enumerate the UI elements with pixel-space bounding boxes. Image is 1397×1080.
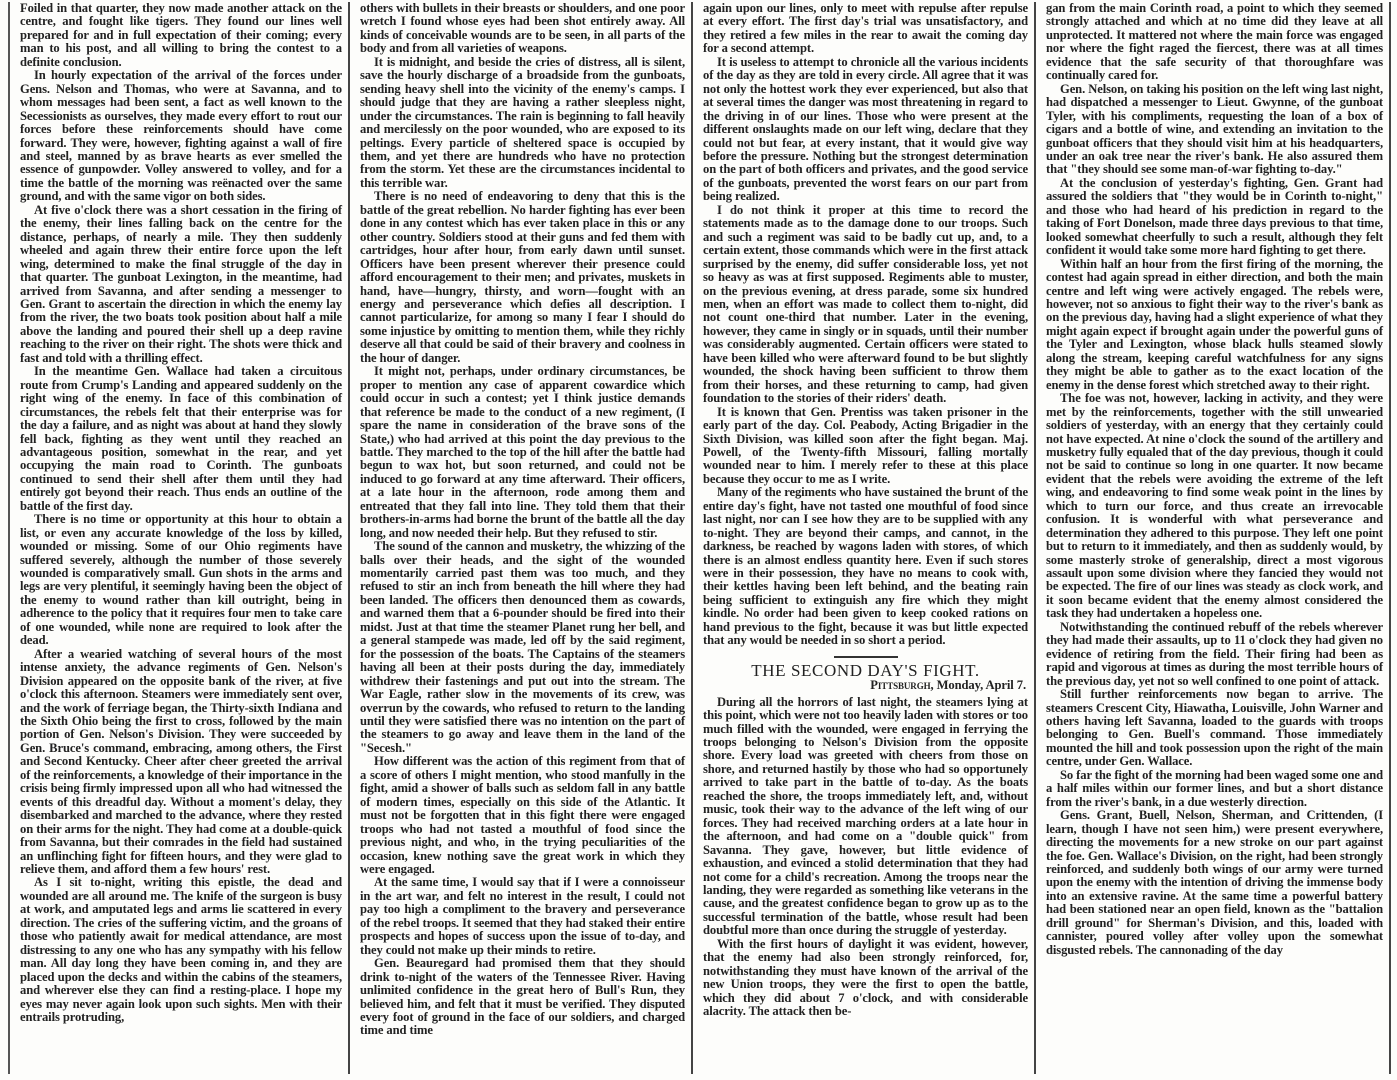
paragraph: There is no need of endeavoring to deny that this is the battle of the great rebellion. No harder fighting has ever been done in any contest which has ever taken place in this or any other country. Soldiers stood at their guns and fed them with cartridges, hour after hour, from early dawn until sunset. Officers have been present wherever their presence could afford encouragement to their men; and privates, muskets in hand, have—hungry, thirsty, and worn—fought with an energy and perseverance which defies all description. I cannot particularize, for among so many I fear I should do some injustice by omitting to mention them, while they richly deserve all that could be said of their bravery and coolness in the hour of danger.: [360, 189, 685, 365]
paragraph: So far the fight of the morning had been waged some one and a half miles within our former lines, and but a short distance from the river's bank, in a due westerly direction.: [1046, 767, 1383, 809]
dateline: [703, 679, 1028, 692]
paragraph: It is known that Gen. Prentiss was taken prisoner in the early part of the day. Col. Peabody, Acting Brigadier in the Sixth Division, was killed soon after the fight began. Maj. Powell, of the Twenty-fifth Missouri, falling mortally wounded near to him. I merely refer to these at this place because they occur to me as I write.: [703, 404, 1028, 486]
paragraph: Many of the regiments who have sustained the brunt of the entire day's fight, have not tasted one mouthful of food since last night, nor can I see how they are to be supplied with any to-night. They are beyond their camps, and cannot, in the darkness, be reached by wagons laden with stores, of which there is an almost endless quantity here. Even if such stores were in their possession, they have no means to cook with, their kettles having been left behind, and the beating rain being sufficient to extinguish any fire which they might kindle. No order had been given to keep cooked rations on hand previous to the fight, because it was but little expected that any would be needed in so short a period.: [703, 485, 1028, 648]
dateline-place: Pittsburgh,: [870, 678, 934, 693]
column-4: [1034, 2, 1391, 1074]
paragraph: In hourly expectation of the arrival of the forces under Gens. Nelson and Thomas, who were at Savanna, and to whom messages had been sent, a fact as well known to the Secessionists as ourselves, they made every effort to rout our forces before these reinforcements should have come forward. They were, however, fighting against a wall of fire and steel, manned by as brave hearts as ever smelled the essence of gunpowder. Volley answered to volley, and for a time the battle of the morning was reënacted over the same ground, and with the same vigor on both sides.: [20, 68, 342, 204]
section-divider: [834, 656, 898, 658]
column-3: [691, 2, 1034, 1074]
paragraph: How different was the action of this regiment from that of a score of others I might mention, who stood manfully in the fight, amid a shower of balls such as seldom fall in any battle of modern times, especially on this side of the Atlantic. It must not be forgotten that in this fight there were engaged troops who had not tasted a mouthful of food since the previous night, and who, in the trying peculiarities of the occasion, knew nothing save the great work in which they were engaged.: [360, 754, 685, 876]
paragraph: Within half an hour from the first firing of the morning, the contest had again spread in either direction, and both the main centre and left wing were actively engaged. The rebels were, however, not so anxious to fight their way to the river's bank as on the previous day, having had a slight experience of what they might again expect if brought again under the powerful guns of the Tyler and Lexington, whose black hulls steamed slowly along the stream, keeping careful watchfulness for any signs they might be able to gather as to the exact location of the enemy in the dense forest which stretched away to their right.: [1046, 256, 1383, 392]
paragraph: The foe was not, however, lacking in activity, and they were met by the reinforcements, together with the still unwearied soldiers of yesterday, with an energy that they certainly could not have expected. At nine o'clock the sound of the artillery and musketry fully equaled that of the day previous, though it could not be said to continue so long in one quarter. It now became evident that the rebels were avoiding the extreme of the left wing, and endeavoring to find some weak point in the lines by which to turn our force, and thus create an irrevocable confusion. It is wonderful with what perseverance and determination they adhered to this purpose. They left one point but to return to it immediately, and then as suddenly would, by some masterly stroke of generalship, direct a most vigorous assault upon some division where they fancied they would not be expected. The fire of our lines was steady as clock work, and it soon became evident that the enemy almost considered the task they had undertaken a hopeless one.: [1046, 391, 1383, 621]
dateline-date: Monday, April 7.: [936, 678, 1026, 693]
paragraph: Foiled in that quarter, they now made another attack on the centre, and fought like tigers. They found our lines well prepared for and in full expectation of their coming; every man to his post, and all willing to bring the contest to a definite conclusion.: [20, 2, 342, 69]
column-2: [348, 2, 691, 1074]
paragraph: It might not, perhaps, under ordinary circumstances, be proper to mention any case of apparent cowardice which could occur in such a contest; yet I think justice demands that reference be made to the conduct of a new regiment, (I spare the name in consideration of the brave sons of the State,) who had arrived at this point the day previous to the battle. They marched to the top of the hill after the battle had begun to wax hot, but soon returned, and could not be induced to go forward at any time afterward. Their officers, at a late hour in the afternoon, rode among them and entreated that they fall into line. They told them that their brothers-in-arms had borne the brunt of the battle all the day long, and now needed their help. But they refused to stir.: [360, 364, 685, 540]
paragraph: In the meantime Gen. Wallace had taken a circuitous route from Crump's Landing and appeared suddenly on the right wing of the enemy. In face of this combination of circumstances, the rebels felt that their enterprise was for the day a failure, and as night was about at hand they slowly fell back, fighting as they went until they reached an advantageous position, somewhat in the rear, and yet occupying the main road to Corinth. The gunboats continued to send their shell after them until they had entirely got beyond their reach. Thus ends an outline of the battle of the first day.: [20, 364, 342, 513]
paragraph: As I sit to-night, writing this epistle, the dead and wounded are all around me. The knife of the surgeon is busy at work, and amputated legs and arms lie scattered in every direction. The cries of the suffering victim, and the groans of those who patiently await for medical attendance, are most distressing to any one who has any sympathy with his fellow man. All day long they have been coming in, and they are placed upon the decks and within the cabins of the steamers, and wherever else they can find a resting-place. I hope my eyes may never again look upon such sights. Men with their entrails protruding,: [20, 875, 342, 1024]
paragraph: Gen. Nelson, on taking his position on the left wing last night, had dispatched a messenger to Lieut. Gwynne, of the gunboat Tyler, with his compliments, requesting the loan of a box of cigars and a bottle of wine, and extending an invitation to the gunboat officers that they should visit him at his headquarters, under an oak tree near the river's bank. He also assured them that "they should see some man-of-war fighting to-day.": [1046, 81, 1383, 177]
column-1: [8, 2, 348, 1074]
paragraph: gan from the main Corinth road, a point to which they seemed strongly attached and which at no time did they leave at all unprotected. It mattered not where the main force was engaged nor where the fight raged the fiercest, there was at all times evidence that the safe security of that thoroughfare was continually cared for.: [1046, 2, 1383, 83]
section-headline: THE SECOND DAY'S FIGHT.: [751, 660, 980, 680]
paragraph: It is useless to attempt to chronicle all the various incidents of the day as they are told in every circle. All agree that it was not only the hottest work they ever experienced, but also that at several times the danger was most threatening in regard to the driving in of our lines. Those who were present at the different onslaughts made on our left wing, declare that they could not but fear, at every instant, that it would give way before the pressure. Nothing but the strongest determination on the part of both officers and privates, and the good service of the gunboats, prevented the worst fears on our part from being realized.: [703, 54, 1028, 204]
paragraph: Still further reinforcements now began to arrive. The steamers Crescent City, Hiawatha, Louisville, John Warner and others having left Savanna, loaded to the guards with troops belonging to Gen. Buell's command. Those immediately mounted the hill and took possession upon the right of the main centre, under Gen. Wallace.: [1046, 687, 1383, 769]
paragraph: During all the horrors of last night, the steamers lying at this point, which were not too heavily laden with stores or too much filled with the wounded, were engaged in ferrying the troops belonging to Nelson's Division from the opposite shore. Every load was greeted with cheers from those on shore, and returned hastily by those who had so opportunely arrived to take part in the battle of to-day. As the boats reached the shore, the troops immediately left, and, without music, took their way to the advance of the left wing of our forces. They had received marching orders at a late hour in the afternoon, and had come on a "double quick" from Savanna. They gave, however, but little evidence of exhaustion, and evinced a stolid determination that they had not come for a child's recreation. Among the troops near the landing, they were regarded as something like veterans in the cause, and the greatest confidence began to grow up as to the successful termination of the battle, whose result had been doubtful more than once during the struggle of yesterday.: [703, 694, 1028, 938]
paragraph: With the first hours of daylight it was evident, however, that the enemy had also been strongly reinforced, for, notwithstanding they must have known of the arrival of the new Union troops, they were the first to open the battle, which they did about 7 o'clock, and with considerable alacrity. The attack then be-: [703, 936, 1028, 1019]
paragraph: I do not think it proper at this time to record the statements made as to the damage done to our troops. Such and such a regiment was said to be badly cut up, and, to a certain extent, those commands which were in the first attack surprised by the enemy, did suffer considerable loss, yet not so heavy as was at first supposed. Regiments able to muster, on the previous evening, at dress parade, some six hundred men, when an effort was made to collect them to-night, did not count one-third that number. Later in the evening, however, they came in singly or in squads, until their number was considerably augmented. Certain officers were stated to have been killed who were afterward found to be but slightly wounded, the shock having been sufficient to throw them from their horses, and these returning to camp, had given foundation to the stories of their riders' death.: [703, 202, 1028, 406]
paragraph: Notwithstanding the continued rebuff of the rebels wherever they had made their assaults, up to 11 o'clock they had given no evidence of retiring from the field. Their firing had been as rapid and vigorous at times as during the most terrible hours of the previous day, yet not so well confined to one point of attack.: [1046, 619, 1383, 688]
paragraph: There is no time or opportunity at this hour to obtain a list, or even any accurate knowledge of the loss by killed, wounded or missing. Some of our Ohio regiments have suffered severely, although the number of those severely wounded is comparatively small. Gun shots in the arms and legs are very plentiful, it seemingly having been the object of the enemy to wound rather than kill outright, being in adherence to the policy that it requires four men to take care of one wounded, while none are required to look after the dead.: [20, 512, 342, 648]
paragraph: At the same time, I would say that if I were a connoisseur in the art war, and felt no interest in the result, I could not pay too high a compliment to the bravery and perseverance of the rebel troops. It seemed that they had staked their entire prospects and hopes of success upon the issue of to-day, and they could not make up their minds to retire.: [360, 875, 685, 957]
paragraph: The sound of the cannon and musketry, the whizzing of the balls over their heads, and the sight of the wounded momentarily carried past them was too much, and they refused to stir an inch from beneath the hill where they had been landed. The officers then denounced them as cowards, and warned them that a 6-pounder should be fired into their midst. Just at that time the steamer Planet rung her bell, and a general stampede was made, led off by the said regiment, for the possession of the boats. The Captains of the steamers having all been at their posts during the day, immediately withdrew their fastenings and put out into the stream. The War Eagle, rather slow in the movements of its crew, was overrun by the cowards, who refused to return to the landing until they were satisfied there was no intention on the part of the steamers to go away and leave them in the land of the "Secesh.": [360, 539, 685, 755]
paragraph: At the conclusion of yesterday's fighting, Gen. Grant had assured the soldiers that "they would be in Corinth to-night," and those who had heard of his prediction in regard to the taking of Fort Donelson, made three days previous to that time, looked somewhat cheerfully to such a result, although they felt confident it would take some more hard fighting to get there.: [1046, 175, 1383, 258]
paragraph: again upon our lines, only to meet with repulse after repulse at every effort. The first day's trial was unsatisfactory, and they retired a few miles in the rear to await the coming day for a second attempt.: [703, 2, 1028, 56]
paragraph: It is midnight, and beside the cries of distress, all is silent, save the hourly discharge of a broadside from the gunboats, sending heavy shell into the vicinity of the enemy's camps. I should judge that they are having a rather sleepless night, under the circumstances. The rain is beginning to fall heavily and mercilessly on the poor wounded, who are exposed to its peltings. Every particle of sheltered space is occupied by them, and yet there are hundreds who have no protection from the storm. Yet these are the circumstances incidental to this terrible war.: [360, 54, 685, 190]
paragraph: Gen. Beauregard had promised them that they should drink to-night of the waters of the Tennessee River. Having unlimited confidence in the great hero of Bull's Run, they believed him, and felt that it must be verified. They disputed every foot of ground in the face of our soldiers, and charged time and time: [360, 956, 685, 1038]
paragraph: At five o'clock there was a short cessation in the firing of the enemy, their lines falling back on the centre for the distance, perhaps, of nearly a mile. They then suddenly wheeled and again threw their entire force upon the left wing, determined to make the final struggle of the day in that quarter. The gunboat Lexington, in the meantime, had arrived from Savanna, and after sending a messenger to Gen. Grant to ascertain the direction in which the enemy lay from the river, the two boats took position about half a mile above the landing and poured their shell up a deep ravine reaching to the river on their right. The shots were thick and fast and told with a thrilling effect.: [20, 202, 342, 365]
paragraph: others with bullets in their breasts or shoulders, and one poor wretch I found whose eyes had been shot entirely away. All kinds of conceivable wounds are to be seen, in all parts of the body and from all varieties of weapons.: [360, 2, 685, 56]
paragraph: After a wearied watching of several hours of the most intense anxiety, the advance regiments of Gen. Nelson's Division appeared on the opposite bank of the river, at five o'clock this afternoon. Steamers were immediately sent over, and the work of ferriage began, the Thirty-sixth Indiana and the Sixth Ohio being the first to cross, followed by the main portion of Gen. Nelson's Division. They were succeeded by Gen. Bruce's command, embracing, among others, the First and Second Kentucky. Cheer after cheer greeted the arrival of the reinforcements, a knowledge of their importance in the crisis being firmly impressed upon all who had witnessed the events of this dreadful day. Without a moment's delay, they disembarked and marched to the advance, where they rested on their arms for the night. They had come at a double-quick from Savanna, but their comrades in the field had sustained an unflinching fight for fifteen hours, and they were glad to relieve them, and afford them a few hours' rest.: [20, 646, 342, 876]
paragraph: Gens. Grant, Buell, Nelson, Sherman, and Crittenden, (I learn, though I have not seen him,) were present everywhere, directing the movements for a new stroke on our part against the foe. Gen. Wallace's Division, on the right, had been strongly reinforced, and suddenly both wings of our army were turned upon the enemy with the intention of driving the immense body into an extensive ravine. At the same time a powerful battery had been stationed near an open field, known as the "battalion drill ground" for Sherman's Division, and this, loaded with cannister, poured volley after volley upon the somewhat disgusted rebels. The cannonading of the day: [1046, 808, 1383, 957]
